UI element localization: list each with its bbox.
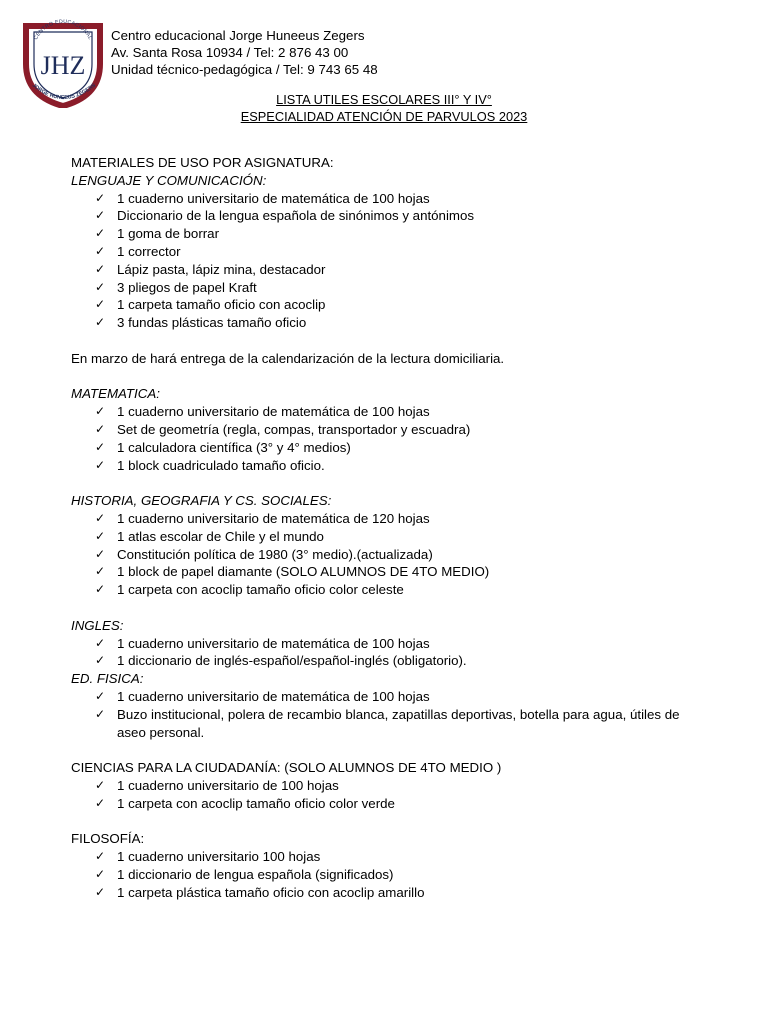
supply-item-text: Constitución política de 1980 (3° medio).(actualizada) — [117, 546, 433, 562]
supply-item-text: 1 cuaderno universitario de matemática de 100 hojas — [117, 190, 430, 206]
checkmark-icon: ✓ — [95, 688, 106, 703]
title-line-1: LISTA UTILES ESCOLARES III° Y IV° — [276, 92, 492, 107]
supply-item — [71, 777, 691, 795]
subject-section — [71, 154, 691, 368]
supply-item-text: 1 cuaderno universitario de matemática de 120 hojas — [117, 510, 430, 526]
checkmark-icon: ✓ — [95, 297, 106, 312]
checkmark-icon: ✓ — [95, 190, 106, 205]
checkmark-icon: ✓ — [95, 777, 106, 792]
crest-bottom-text: JORGE HUNEEUS ZEGERS — [30, 82, 98, 102]
spacer — [71, 368, 691, 386]
supply-item-text: 1 carpeta con acoclip tamaño oficio color celeste — [117, 582, 404, 598]
supply-item-text: Set de geometría (regla, compas, transportador y escuadra) — [117, 421, 471, 437]
school-address: Av. Santa Rosa 10934 / Tel: 2 876 43 00 — [111, 45, 349, 60]
spacer — [71, 599, 691, 617]
supply-item — [71, 207, 691, 225]
supply-list — [71, 190, 691, 332]
supply-item-text: 1 carpeta tamaño oficio con acoclip — [117, 297, 326, 313]
supply-item-text: 1 carpeta plástica tamaño oficio con acoclip amarillo — [117, 884, 425, 900]
supply-item — [71, 688, 691, 706]
supply-item — [71, 866, 691, 884]
subject-heading: INGLES: — [71, 617, 124, 633]
school-header — [111, 27, 378, 78]
supply-item — [71, 243, 691, 261]
supply-item-text: 1 diccionario de inglés-español/español-inglés (obligatorio). — [117, 653, 467, 669]
supply-item-text: 1 cuaderno universitario de matemática de 100 hojas — [117, 688, 430, 704]
supply-list — [71, 403, 691, 474]
supply-item — [71, 457, 691, 475]
checkmark-icon: ✓ — [95, 653, 106, 668]
supply-item-text: 3 pliegos de papel Kraft — [117, 279, 257, 295]
subject-heading: HISTORIA, GEOGRAFIA Y CS. SOCIALES: — [71, 493, 332, 509]
supply-list — [71, 848, 691, 901]
checkmark-icon: ✓ — [95, 315, 106, 330]
checkmark-icon: ✓ — [95, 261, 106, 276]
supply-item — [71, 314, 691, 332]
supply-list — [71, 510, 691, 599]
supply-list — [71, 777, 691, 813]
subject-heading: ED. FISICA: — [71, 671, 144, 687]
supply-item — [71, 421, 691, 439]
checkmark-icon: ✓ — [95, 546, 106, 561]
supply-item-text: 1 block de papel diamante (SOLO ALUMNOS DE 4TO MEDIO) — [117, 564, 490, 580]
subject-heading: LENGUAJE Y COMUNICACIÓN: — [71, 172, 267, 188]
school-unit: Unidad técnico-pedagógica / Tel: 9 743 65 48 — [111, 62, 378, 77]
supply-item — [71, 652, 691, 670]
supply-item-text: Diccionario de la lengua española de sinónimos y antónimos — [117, 208, 475, 224]
checkmark-icon: ✓ — [95, 226, 106, 241]
checkmark-icon: ✓ — [95, 404, 106, 419]
supply-item — [71, 510, 691, 528]
checkmark-icon: ✓ — [95, 582, 106, 597]
checkmark-icon: ✓ — [95, 243, 106, 258]
supply-item-text: Buzo institucional, polera de recambio blanca, zapatillas deportivas, botella para agua, útiles de aseo personal. — [117, 706, 680, 740]
supply-item — [71, 439, 691, 457]
supply-item — [71, 528, 691, 546]
supply-item — [71, 563, 691, 581]
supply-item — [71, 581, 691, 599]
school-name: Centro educacional Jorge Huneeus Zegers — [111, 28, 365, 43]
spacer — [71, 741, 691, 759]
subject-heading: CIENCIAS PARA LA CIUDADANÍA: (SOLO ALUMNOS DE 4TO MEDIO ) — [71, 760, 502, 776]
supply-item-text: 1 corrector — [117, 243, 181, 259]
supplies-list — [71, 154, 691, 901]
supply-item — [71, 635, 691, 653]
subject-heading: MATEMATICA: — [71, 386, 160, 402]
crest-initials: JHZ — [40, 51, 86, 80]
spacer — [71, 812, 691, 830]
crest-top-text: CENTRO EDUCACIONAL — [33, 18, 94, 41]
subject-section — [71, 759, 691, 812]
document-title — [0, 91, 768, 125]
subject-heading: FILOSOFÍA: — [71, 831, 145, 847]
checkmark-icon: ✓ — [95, 279, 106, 294]
subject-section — [71, 670, 691, 741]
checkmark-icon: ✓ — [95, 795, 106, 810]
supply-item — [71, 848, 691, 866]
supply-item-text: 1 goma de borrar — [117, 226, 219, 242]
checkmark-icon: ✓ — [95, 866, 106, 881]
supply-item — [71, 884, 691, 902]
supply-item — [71, 225, 691, 243]
supply-item-text: 1 calculadora científica (3° y 4° medios) — [117, 439, 351, 455]
section-note: En marzo de hará entrega de la calendarización de la lectura domiciliaria. — [71, 350, 505, 366]
checkmark-icon: ✓ — [95, 706, 106, 721]
supply-item — [71, 261, 691, 279]
checkmark-icon: ✓ — [95, 564, 106, 579]
subject-section — [71, 492, 691, 599]
spacer — [71, 474, 691, 492]
supply-item-text: 3 fundas plásticas tamaño oficio — [117, 315, 307, 331]
supply-item-text: 1 cuaderno universitario de matemática de 100 hojas — [117, 404, 430, 420]
supply-item-text: 1 cuaderno universitario de matemática de 100 hojas — [117, 635, 430, 651]
supply-item-text: 1 cuaderno universitario de 100 hojas — [117, 777, 339, 793]
checkmark-icon: ✓ — [95, 421, 106, 436]
supply-item-text: 1 carpeta con acoclip tamaño oficio color verde — [117, 795, 395, 811]
supply-item — [71, 546, 691, 564]
checkmark-icon: ✓ — [95, 884, 106, 899]
subject-section — [71, 385, 691, 474]
supply-list — [71, 635, 691, 671]
supply-item-text: 1 diccionario de lengua española (significados) — [117, 866, 394, 882]
supply-item-text: 1 block cuadriculado tamaño oficio. — [117, 457, 325, 473]
supply-item — [71, 279, 691, 297]
supply-list — [71, 688, 691, 741]
subject-section — [71, 830, 691, 901]
title-line-2: ESPECIALIDAD ATENCIÓN DE PARVULOS 2023 — [240, 109, 528, 124]
supply-item-text: Lápiz pasta, lápiz mina, destacador — [117, 261, 326, 277]
subject-section — [71, 617, 691, 670]
checkmark-icon: ✓ — [95, 510, 106, 525]
supply-item — [71, 795, 691, 813]
checkmark-icon: ✓ — [95, 849, 106, 864]
supply-item-text: 1 atlas escolar de Chile y el mundo — [117, 528, 324, 544]
supply-item — [71, 296, 691, 314]
checkmark-icon: ✓ — [95, 439, 106, 454]
supply-item — [71, 190, 691, 208]
section-intro: MATERIALES DE USO POR ASIGNATURA: — [71, 155, 334, 170]
checkmark-icon: ✓ — [95, 635, 106, 650]
checkmark-icon: ✓ — [95, 208, 106, 223]
supply-item-text: 1 cuaderno universitario 100 hojas — [117, 849, 321, 865]
spacer — [71, 332, 691, 350]
supply-item — [71, 706, 691, 742]
checkmark-icon: ✓ — [95, 528, 106, 543]
checkmark-icon: ✓ — [95, 457, 106, 472]
supply-item — [71, 403, 691, 421]
